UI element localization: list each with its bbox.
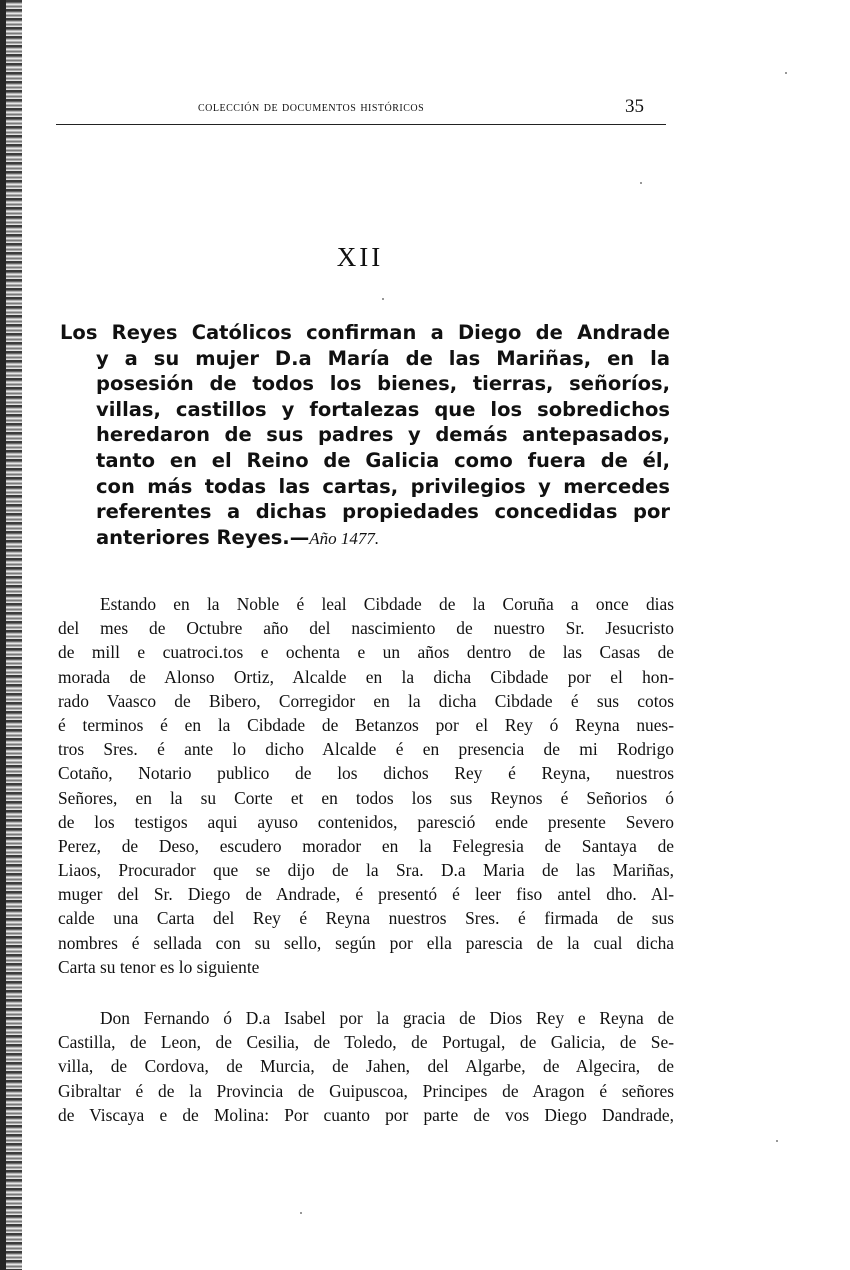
heading-line: tanto en el Reino de Galicia como fuera de él, [96, 448, 670, 472]
text-line: Castilla, de Leon, de Cesilia, de Toledo, de Portugal, de Galicia, de Se- [58, 1032, 674, 1053]
text-line: nombres é sellada con su sello, según por ella parescia de la cual dicha [58, 932, 674, 953]
heading-line: con más todas las cartas, privilegios y mercedes [96, 474, 670, 498]
heading-line: posesión de todos los bienes, tierras, señoríos, [96, 372, 670, 396]
scan-speck [640, 182, 642, 184]
text-line: rado Vaasco de Bibero, Corregidor en la dicha Cibdade é sus cotos [58, 690, 674, 711]
running-head [56, 94, 666, 125]
text-line: de Viscaya e de Molina: Por cuanto por parte de vos Diego Dandrade, [58, 1104, 674, 1125]
scan-speck [785, 72, 787, 74]
document-number: XII [336, 242, 384, 272]
running-head-title: colección de documentos históricos [198, 100, 425, 115]
text-line: calde una Carta del Rey é Reyna nuestros Sres. é firmada de sus [58, 908, 674, 929]
heading-line: y a su mujer D.a María de las Mariñas, en la [96, 346, 670, 370]
scan-speck [300, 1212, 302, 1214]
text-line: del mes de Octubre año del nascimiento de nuestro Sr. Jesucristo [58, 618, 674, 639]
text-line: Liaos, Procurador que se dijo de la Sra. D.a Maria de las Mariñas, [58, 860, 674, 881]
scan-speck [776, 1140, 778, 1142]
text-line: Estando en la Noble é leal Cibdade de la Coruña a once dias [100, 594, 674, 614]
text-line: de los testigos aqui ayuso contenidos, paresció ende presente Severo [58, 811, 674, 832]
heading-line: referentes a dichas propiedades concedidas por [96, 500, 670, 524]
text-line: muger del Sr. Diego de Andrade, é presentó é leer fiso antel dho. Al- [58, 884, 674, 905]
document-heading [60, 320, 670, 550]
text-line: de mill e cuatroci.tos e ochenta e un años dentro de las Casas de [58, 642, 674, 663]
text-line: é terminos é en la Cibdade de Betanzos por el Rey ó Reyna nues- [58, 714, 674, 735]
page-number: 35 [625, 96, 644, 117]
scan-speck [382, 298, 384, 300]
text-line: Cotaño, Notario publico de los dichos Rey é Reyna, nuestros [58, 763, 674, 784]
heading-line: villas, castillos y fortalezas que los sobredichos [96, 397, 670, 421]
heading-line: heredaron de sus padres y demás antepasados, [96, 423, 670, 447]
text-line: Carta su tenor es lo siguiente [58, 956, 260, 977]
paragraph-1 [58, 592, 674, 979]
page-binding-edge [0, 0, 22, 1270]
heading-last-line [60, 525, 670, 551]
text-line: tros Sres. é ante lo dicho Alcalde é en presencia de mi Rodrigo [58, 739, 674, 760]
text-line: morada de Alonso Ortiz, Alcalde en la dicha Cibdade por el hon- [58, 666, 674, 687]
heading-last-line-text: anteriores Reyes.— [96, 525, 310, 549]
heading-year: Año 1477. [309, 528, 380, 548]
text-line: villa, de Cordova, de Murcia, de Jahen, del Algarbe, de Algecira, de [58, 1056, 674, 1077]
text-line: Gibraltar é de la Provincia de Guipuscoa, Principes de Aragon é señores [58, 1080, 674, 1101]
heading-line: Los Reyes Católicos confirman a Diego de Andrade [60, 321, 670, 344]
text-line: Perez, de Deso, escudero morador en la Felegresia de Santaya de [58, 835, 674, 856]
text-line: Señores, en la su Corte et en todos los sus Reynos é Señorios ó [58, 787, 674, 808]
text-line: Don Fernando ó D.a Isabel por la gracia de Dios Rey e Reyna de [100, 1008, 674, 1028]
paragraph-2 [58, 1006, 674, 1127]
